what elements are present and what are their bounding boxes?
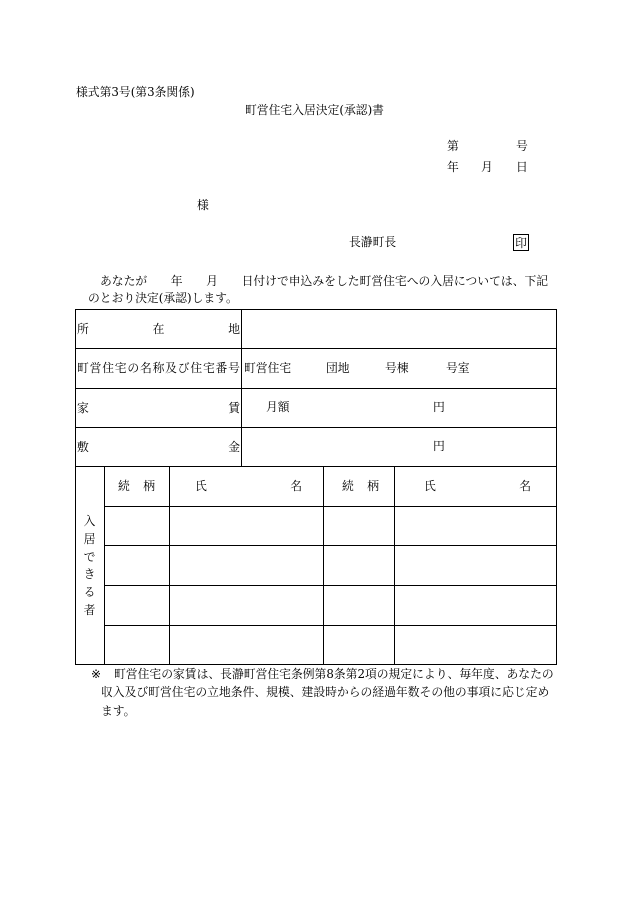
housing-label-char: び [177,361,190,375]
occupants-label-char: き [83,567,96,582]
occupant-name-cell [169,585,324,626]
header-char: 名 [519,479,531,493]
date-day: 日 [516,160,528,174]
occupants-label-char: 者 [83,602,96,617]
header-char: 氏 [424,479,436,493]
occupants-label-char: 居 [83,531,96,546]
note-line-1: 町営住宅の家賃は、長瀞町営住宅条例第8条第2項の規定により、毎年度、あなたの [114,667,554,681]
rent-label-cell [75,388,242,428]
housing-label-char: 名 [139,361,152,375]
rent-unit: 円 [433,400,445,414]
occupant-name-cell [394,506,557,546]
occupants-header-name-1 [169,466,324,507]
housing-label-char: の [127,361,140,375]
header-char: 氏 [195,479,207,493]
housing-label-char: 住 [102,361,114,375]
issuer-name: 長瀞町長 [349,235,397,249]
location-label-char: 在 [152,322,165,336]
housing-building-unit: 号棟 [385,361,409,375]
deposit-label-char: 敷 [77,440,89,454]
housing-type: 町営住宅 [244,361,292,375]
occupants-label-char: る [83,585,96,600]
note-line-3: ます。 [101,704,136,718]
occupant-name-cell [394,545,557,586]
header-char: 続 [342,479,354,493]
note-line-2: 収入及び町営住宅の立地条件、規模、建設時からの経過年数その他の事項に応じ定め [101,685,550,699]
occupant-relationship-cell [323,625,395,665]
occupants-label-char: で [83,549,96,564]
location-label-char: 所 [77,322,89,336]
document-number-suffix: 号 [516,139,528,153]
housing-label-char: 号 [228,361,240,375]
header-name-label [195,479,302,493]
housing-label [77,361,240,375]
housing-room-unit: 号室 [446,361,470,375]
header-char: 柄 [143,479,155,493]
occupant-name-cell [169,625,324,665]
occupants-label-char: 入 [83,514,96,528]
occupant-name-cell [394,625,557,665]
rent-monthly-label: 月額 [266,400,290,414]
date-year: 年 [447,160,459,174]
occupants-header-name-2 [394,466,557,507]
header-relationship-label [342,479,379,493]
deposit-label [77,440,240,454]
housing-label-char: 称 [152,361,165,375]
housing-label-char: 及 [165,361,177,375]
housing-label-cell [75,348,242,389]
occupant-relationship-cell [323,585,395,626]
addressee-honorific: 様 [197,198,209,212]
deposit-unit: 円 [433,439,445,453]
deposit-label-cell [75,427,242,467]
note-mark: ※ [91,667,101,681]
occupants-label-cell [75,466,105,665]
header-relationship-label [118,479,155,493]
body-line-1: あなたが 年 月 日付けで申込みをした町営住宅への入居については、下記 [100,274,549,288]
location-label-char: 地 [228,322,240,336]
rent-label [77,401,240,415]
body-line-2: のとおり決定(承認)します。 [88,291,238,305]
deposit-label-char: 金 [228,440,240,454]
occupants-header-relationship-1 [104,466,170,507]
rent-label-char: 賃 [228,401,240,415]
rent-value-cell [241,388,557,428]
date-month: 月 [481,160,493,174]
housing-label-char: 営 [89,361,102,375]
housing-label-char: 宅 [114,361,127,375]
occupant-relationship-cell [104,545,170,586]
rent-label-char: 家 [77,401,89,415]
occupant-relationship-cell [104,585,170,626]
document-number-prefix: 第 [447,139,459,153]
header-char: 名 [290,479,302,493]
location-label [77,322,240,336]
header-name-label [424,479,531,493]
occupant-relationship-cell [323,545,395,586]
housing-label-char: 宅 [202,361,215,375]
form-number: 様式第3号(第3条関係) [76,85,195,99]
seal-box [513,234,529,251]
header-char: 続 [118,479,130,493]
seal-mark: 印 [515,235,527,250]
occupant-relationship-cell [323,506,395,546]
occupant-relationship-cell [104,506,170,546]
deposit-value-cell [241,427,557,467]
location-label-cell [75,309,242,349]
occupant-relationship-cell [104,625,170,665]
housing-value-cell [241,348,557,389]
occupants-label [76,514,103,617]
housing-label-char: 町 [77,361,89,375]
occupant-name-cell [169,545,324,586]
document-title: 町営住宅入居決定(承認)書 [245,103,384,117]
housing-label-char: 番 [215,361,228,375]
occupant-name-cell [394,585,557,626]
location-value-cell [241,309,557,349]
housing-complex-unit: 団地 [326,361,350,375]
occupant-name-cell [169,506,324,546]
header-char: 柄 [367,479,379,493]
housing-label-char: 住 [190,361,203,375]
occupants-header-relationship-2 [323,466,395,507]
